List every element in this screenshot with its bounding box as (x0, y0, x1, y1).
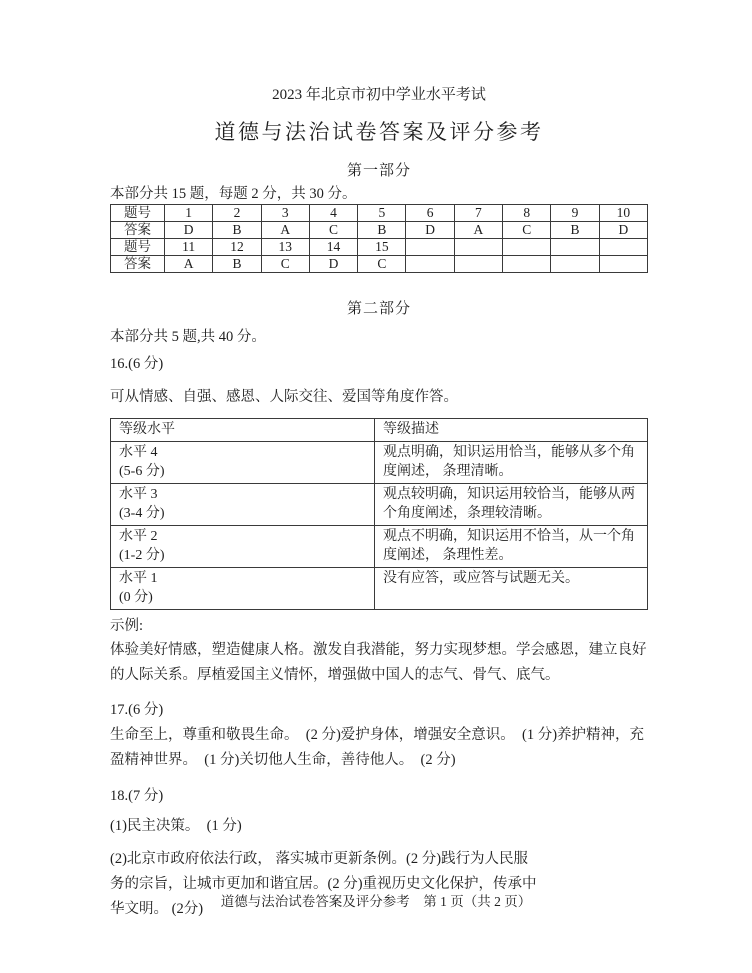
answer-table-cell: D (406, 222, 454, 239)
answer-table-cell (406, 239, 454, 256)
answer-table-cell: 14 (309, 239, 357, 256)
rubric-score-range: (5-6 分) (119, 464, 165, 479)
answer-table-cell: 11 (165, 239, 213, 256)
answer-table-cell (551, 239, 599, 256)
question16-label: 16.(6 分) (110, 356, 164, 372)
answer-table-cell: B (213, 222, 261, 239)
rubric-table-body (111, 419, 648, 610)
rubric-description-cell: 没有应答，或应答与试题无关。 (375, 568, 648, 610)
answer-table-cell (454, 256, 502, 273)
rubric-level: 水平 1 (119, 571, 158, 586)
rubric-level-cell (111, 484, 375, 526)
answer-table-cell: D (165, 222, 213, 239)
answer-table-cell: C (309, 222, 357, 239)
answer-table-cell: 8 (503, 205, 551, 222)
rubric-level: 水平 4 (119, 445, 158, 460)
answer-table-cell (503, 256, 551, 273)
answer-table-row (111, 239, 648, 256)
answer-table-cell: C (358, 256, 406, 273)
document-title: 道德与法治试卷答案及评分参考 (214, 120, 544, 144)
question18-part2: (2)北京市政府依法行政， 落实城市更新条例。(2 分)践行为人民服务的宗旨，让城市更加和谐宜居。(2 分)重视历史文化保护，传承中华文明。 (2分) (110, 851, 537, 917)
rubric-level: 水平 3 (119, 487, 158, 502)
answer-table-cell (406, 256, 454, 273)
rubric-row (111, 568, 648, 610)
section1-intro: 本部分共 15 题，每题 2 分，共 30 分。 (110, 186, 357, 202)
rubric-level: 水平 2 (119, 529, 158, 544)
answer-table-cell (503, 239, 551, 256)
answer-table-cell: D (309, 256, 357, 273)
rubric-level-cell (111, 442, 375, 484)
answer-table-label-cell: 题号 (111, 239, 165, 256)
answer-table-body (111, 205, 648, 273)
answer-table-row (111, 205, 648, 222)
answer-table-cell (599, 239, 647, 256)
answer-table-label-cell: 题号 (111, 205, 165, 222)
answer-table-cell: B (358, 222, 406, 239)
answer-table-cell: 1 (165, 205, 213, 222)
question16-note: 可从情感、自强、感恩、人际交往、爱国等角度作答。 (110, 389, 458, 405)
question18-label: 18.(7 分) (110, 788, 164, 804)
answer-table-cell: A (261, 222, 309, 239)
rubric-table (110, 418, 648, 610)
answer-table-cell: 6 (406, 205, 454, 222)
rubric-header-cell: 等级描述 (375, 419, 648, 442)
answer-table-cell: B (213, 256, 261, 273)
answer-table-cell: D (599, 222, 647, 239)
answer-table-cell (551, 256, 599, 273)
answer-table-cell: A (454, 222, 502, 239)
answer-table-label-cell: 答案 (111, 222, 165, 239)
example-text: 体验美好情感，塑造健康人格。激发自我潜能，努力实现梦想。学会感恩，建立良好的人际关系。厚植爱国主义情怀，增强做中国人的志气、骨气、底气。 (110, 642, 647, 683)
answer-table-row (111, 256, 648, 273)
rubric-score-range: (3-4 分) (119, 506, 165, 521)
answer-table-cell: 2 (213, 205, 261, 222)
answer-table-cell: C (503, 222, 551, 239)
answer-table (110, 204, 648, 273)
answer-table-cell (599, 256, 647, 273)
answer-table-cell: 12 (213, 239, 261, 256)
question17-answer: 生命至上，尊重和敬畏生命。 (2 分)爱护身体，增强安全意识。 (1 分)养护精神，充盈精神世界。 (1 分)关切他人生命，善待他人。 (2 分) (110, 727, 645, 768)
question18-part1: (1)民主决策。 (1 分) (110, 818, 242, 834)
answer-table-cell: 5 (358, 205, 406, 222)
answer-table-cell: 15 (358, 239, 406, 256)
rubric-header-row (111, 419, 648, 442)
answer-table-cell: 10 (599, 205, 647, 222)
rubric-row (111, 442, 648, 484)
rubric-score-range: (0 分) (119, 590, 153, 605)
rubric-row (111, 484, 648, 526)
rubric-row (111, 526, 648, 568)
answer-table-cell (454, 239, 502, 256)
section1-heading: 第一部分 (346, 163, 411, 179)
question17-label: 17.(6 分) (110, 702, 164, 718)
answer-table-row (111, 222, 648, 239)
answer-table-cell: 13 (261, 239, 309, 256)
section2-intro: 本部分共 5 题,共 40 分。 (110, 329, 266, 345)
answer-table-label-cell: 答案 (111, 256, 165, 273)
rubric-header-cell: 等级水平 (111, 419, 375, 442)
rubric-level-cell (111, 526, 375, 568)
rubric-score-range: (1-2 分) (119, 548, 165, 563)
rubric-description-cell: 观点不明确，知识运用不恰当，从一个角度阐述， 条理性差。 (375, 526, 648, 568)
answer-table-cell: 3 (261, 205, 309, 222)
example-label: 示例: (110, 618, 144, 634)
page-footer: 道德与法治试卷答案及评分参考 第 1 页（共 2 页） (220, 894, 532, 909)
answer-table-cell: 7 (454, 205, 502, 222)
answer-table-cell: C (261, 256, 309, 273)
answer-table-cell: A (165, 256, 213, 273)
answer-table-cell: B (551, 222, 599, 239)
answer-table-cell: 4 (309, 205, 357, 222)
rubric-description-cell: 观点较明确，知识运用较恰当，能够从两个角度阐述，条理较清晰。 (375, 484, 648, 526)
rubric-level-cell (111, 568, 375, 610)
exam-title: 2023 年北京市初中学业水平考试 (272, 87, 486, 103)
rubric-description-cell: 观点明确，知识运用恰当，能够从多个角度阐述， 条理清晰。 (375, 442, 648, 484)
section2-heading: 第二部分 (346, 301, 411, 317)
answer-table-cell: 9 (551, 205, 599, 222)
